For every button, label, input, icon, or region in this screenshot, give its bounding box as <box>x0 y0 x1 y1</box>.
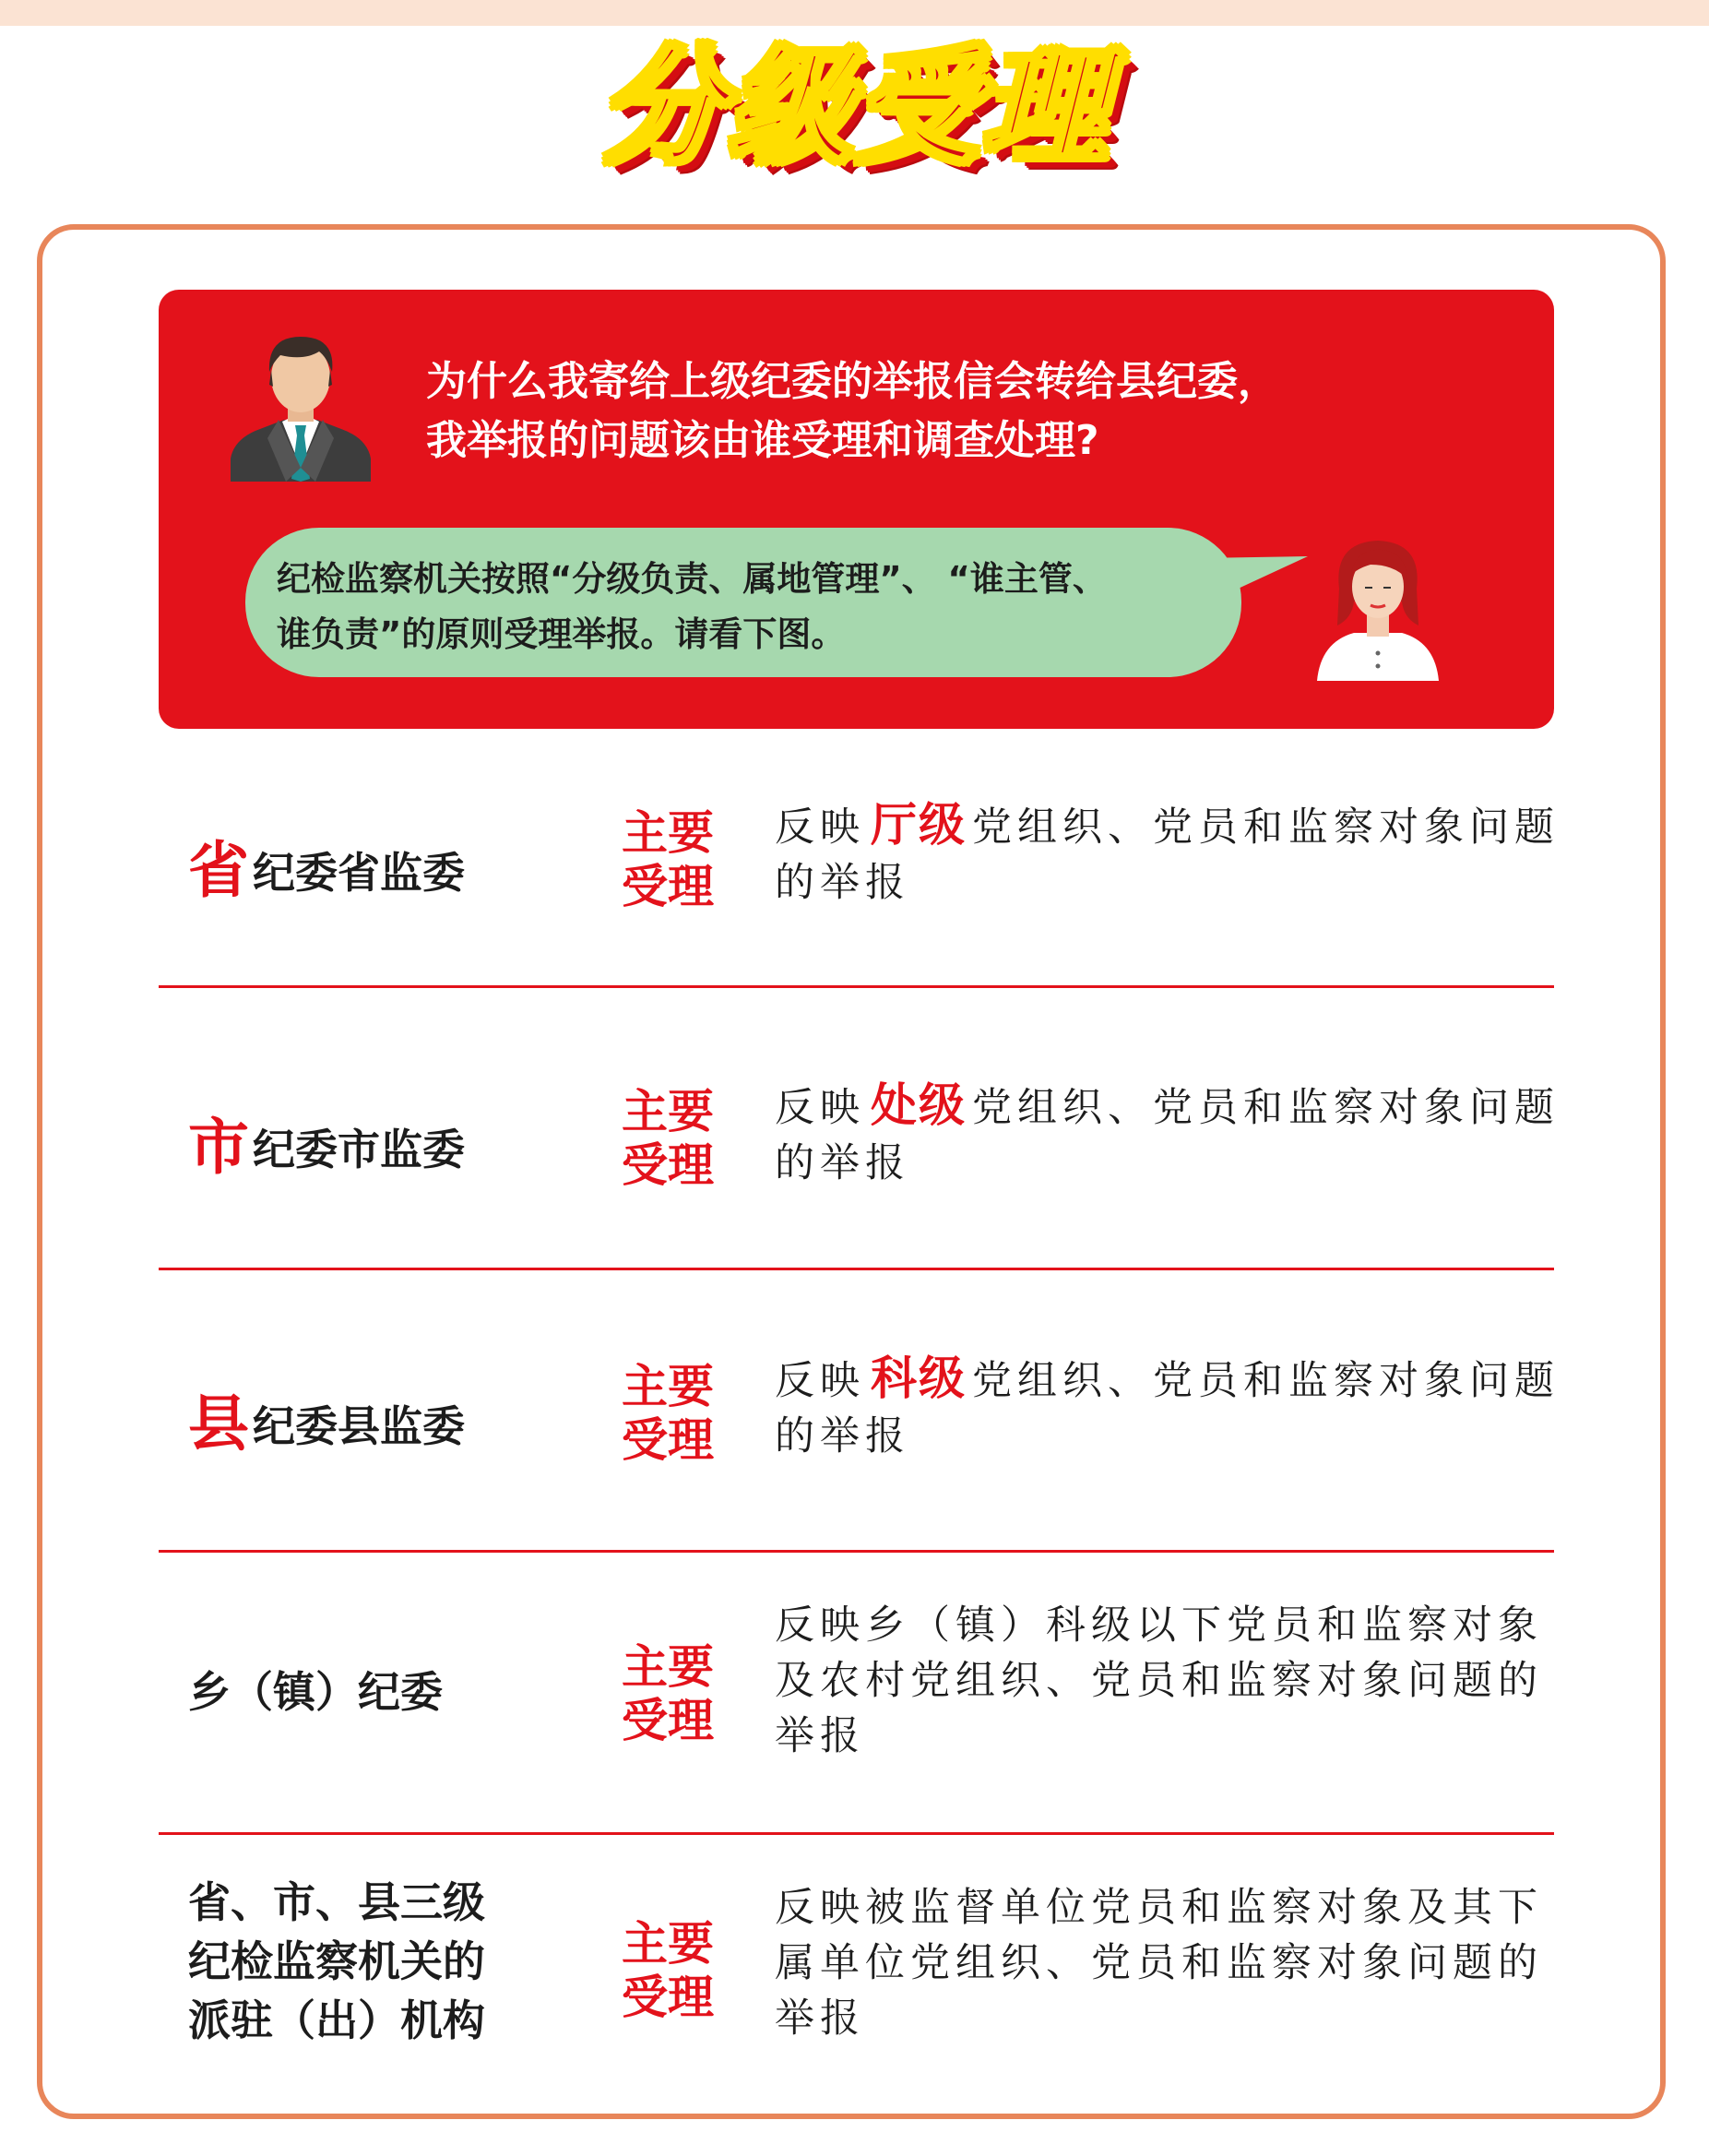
org-level-char: 省 <box>188 835 249 906</box>
answer-line-1: 纪检监察机关按照“分级负责、属地管理”、 “谁主管、 <box>277 559 1107 599</box>
main-label-line-1: 主要 <box>622 1917 714 1971</box>
main-handling-label <box>622 806 723 913</box>
desc-line-1: 反映被监督单位党员和监察对象及其下 <box>775 1885 1543 1931</box>
desc-prefix: 反映 <box>775 1358 865 1404</box>
desc-line-2: 的举报 <box>775 1140 910 1186</box>
desc-line-1: 反映乡（镇）科级以下党员和监察对象 <box>775 1602 1543 1649</box>
row-divider <box>159 1268 1554 1270</box>
main-label-line-1: 主要 <box>622 1640 714 1694</box>
row-description <box>775 1351 1568 1464</box>
row-description <box>775 1880 1568 2046</box>
main-label-line-2: 受理 <box>622 860 714 913</box>
desc-line-2: 的举报 <box>775 1413 910 1459</box>
org-name-rest: 纪委市监委 <box>253 1125 465 1174</box>
row-description <box>775 797 1568 911</box>
row-divider <box>159 1550 1554 1553</box>
desc-line-2: 及农村党组织、党员和监察对象问题的 <box>775 1658 1543 1704</box>
main-label-line-1: 主要 <box>622 1085 714 1138</box>
businessman-avatar-icon <box>231 329 371 482</box>
desc-line-2: 属单位党组织、党员和监察对象问题的 <box>775 1940 1543 1986</box>
main-label-line-2: 受理 <box>622 1413 714 1467</box>
main-label-line-1: 主要 <box>622 806 714 860</box>
page-title: 分级受理 <box>599 35 1110 181</box>
bubble-tail <box>1199 549 1310 604</box>
org-name <box>188 1375 465 1462</box>
desc-highlight: 厅级 <box>871 798 967 852</box>
row-county <box>159 1347 1560 1495</box>
org-name-line-3: 派驻（出）机构 <box>188 1995 485 2045</box>
row-description <box>775 1598 1568 1764</box>
row-dispatched-agencies <box>159 1873 1554 2076</box>
desc-suffix: 党组织、党员和监察对象问题 <box>972 804 1560 851</box>
org-name-rest: 纪委省监委 <box>253 848 465 898</box>
org-name-line-1: 省、市、县三级 <box>188 1877 485 1927</box>
main-label-line-2: 受理 <box>622 1694 714 1747</box>
desc-line-3: 举报 <box>775 1995 865 2042</box>
desc-suffix: 党组织、党员和监察对象问题 <box>972 1358 1560 1404</box>
answer-text <box>277 552 1199 662</box>
question-text <box>426 352 1487 471</box>
org-level-char: 市 <box>188 1112 249 1183</box>
main-handling-label <box>622 1085 723 1192</box>
desc-line-2: 的举报 <box>775 860 910 906</box>
org-name <box>188 1098 465 1185</box>
woman-avatar-icon <box>1313 533 1442 681</box>
row-divider <box>159 985 1554 988</box>
row-township <box>159 1598 1554 1782</box>
desc-line-3: 举报 <box>775 1713 865 1759</box>
main-label-line-2: 受理 <box>622 1138 714 1192</box>
main-label-line-1: 主要 <box>622 1360 714 1413</box>
main-handling-label <box>622 1640 723 1747</box>
main-handling-label <box>622 1917 723 2024</box>
main-handling-label <box>622 1360 723 1467</box>
row-city <box>159 1070 1560 1218</box>
desc-highlight: 科级 <box>871 1352 967 1405</box>
top-band <box>0 0 1709 26</box>
desc-highlight: 处级 <box>871 1078 967 1132</box>
question-line-2: 我举报的问题该由谁受理和调查处理? <box>426 417 1099 464</box>
desc-prefix: 反映 <box>775 1085 865 1131</box>
question-line-1: 为什么我寄给上级纪委的举报信会转给县纪委， <box>426 358 1278 405</box>
org-name: 乡（镇）纪委 <box>188 1667 443 1717</box>
row-divider <box>159 1832 1554 1835</box>
org-name <box>188 821 465 909</box>
row-province <box>159 793 1560 941</box>
org-name-line-2: 纪检监察机关的 <box>188 1936 485 1986</box>
desc-prefix: 反映 <box>775 804 865 851</box>
org-name-rest: 纪委县监委 <box>253 1401 465 1451</box>
desc-suffix: 党组织、党员和监察对象问题 <box>972 1085 1560 1131</box>
main-label-line-2: 受理 <box>622 1971 714 2024</box>
org-level-char: 县 <box>188 1388 249 1459</box>
org-name <box>188 1873 539 2050</box>
answer-line-2: 谁负责”的原则受理举报。请看下图。 <box>277 614 846 654</box>
row-description <box>775 1078 1568 1191</box>
